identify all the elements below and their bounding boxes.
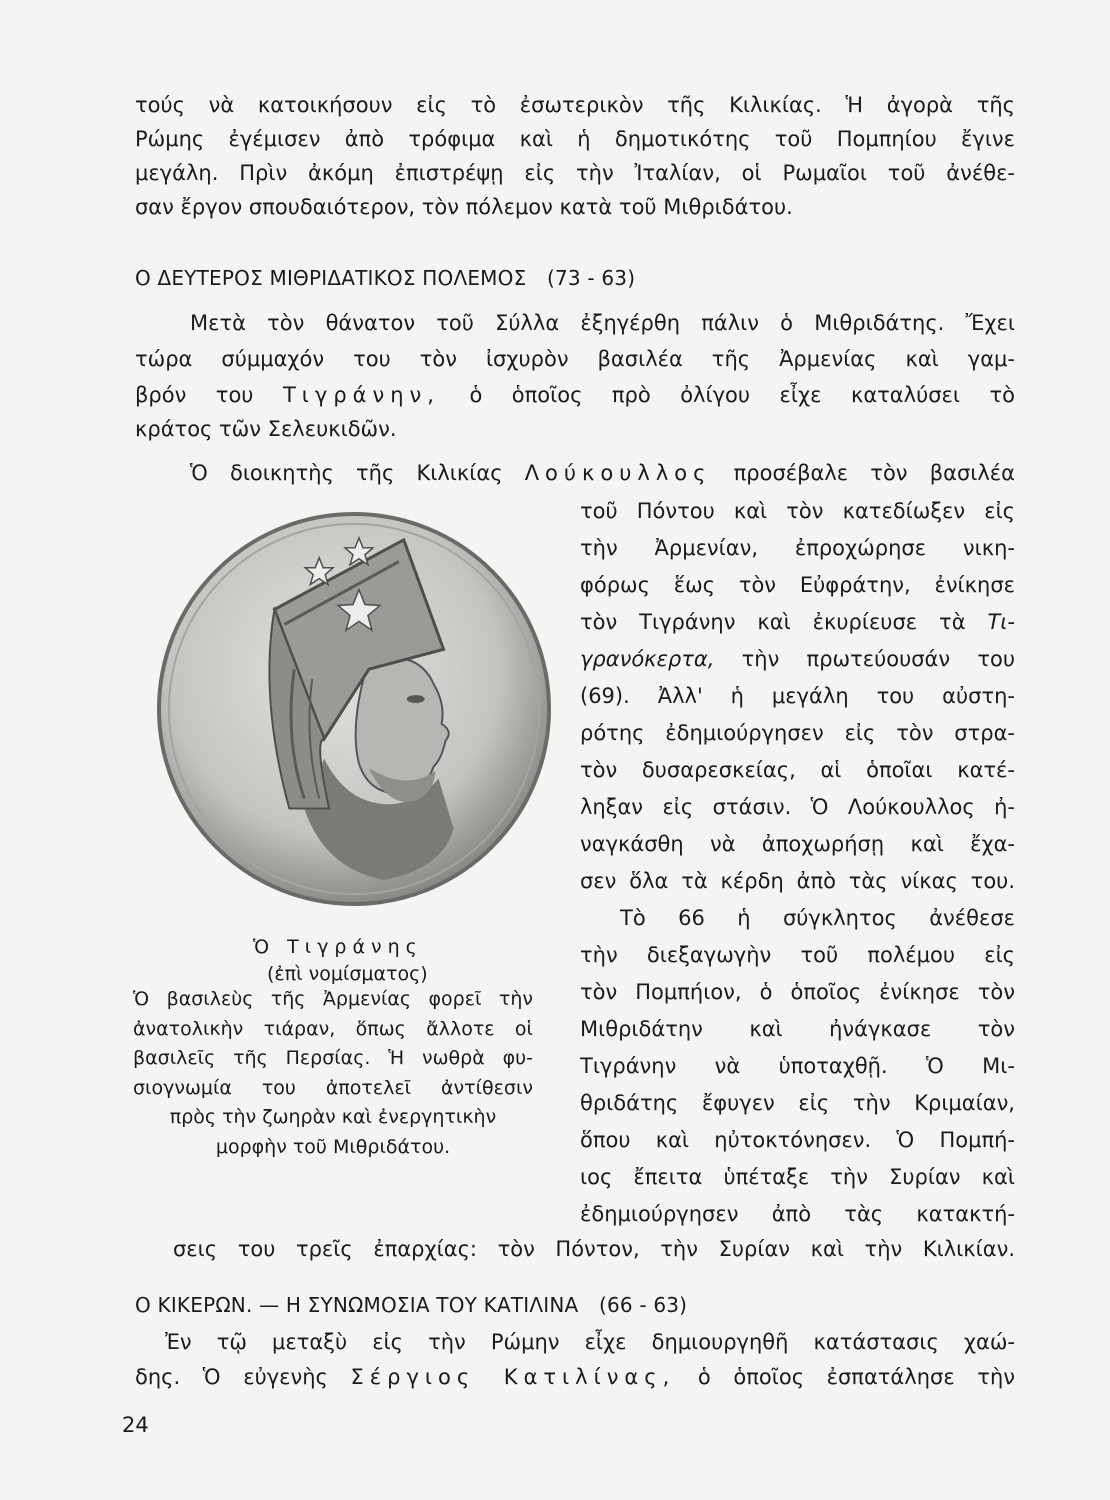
caption-line: Ὁ βασιλεὺς τῆς Ἀρμενίας φορεῖ τὴν — [133, 988, 533, 1010]
text-line: σαν ἔργον σπουδαιότερον, τὸν πόλεμον κατὰ τοῦ Μιθριδάτου. — [135, 195, 793, 219]
italic-span: γρανόκερτα, — [580, 647, 715, 671]
text-span: τὴν πρωτεύουσάν του — [741, 647, 1015, 671]
text-span: Ὁ διοικητὴς τῆς Κιλικίας — [190, 461, 503, 485]
text-line — [135, 1360, 1015, 1394]
text-span: τὸν Τιγράνην καὶ ἐκυρίευσε τὰ — [580, 610, 966, 634]
text-span: προσέβαλε τὸν βασιλέα — [733, 461, 1015, 485]
text-line: θριδάτης ἔφυγεν εἰς τὴν Κριμαίαν, — [580, 1091, 1015, 1115]
text-line: τοῦ Πόντου καὶ τὸν κατεδίωξεν εἰς — [580, 499, 1015, 523]
text-line: Τὸ 66 ἡ σύγκλητος ἀνέθεσε — [620, 906, 1015, 930]
text-line: ρότης ἐδημιούργησεν εἰς τὸν στρα- — [580, 721, 1015, 745]
text-line: Μιθριδάτην καὶ ἠνάγκασε τὸν — [580, 1017, 1015, 1041]
text-line: ὅπου καὶ ηὐτοκτόνησεν. Ὁ Πομπή- — [580, 1128, 1015, 1152]
text-line: τὴν Ἀρμενίαν, ἐπροχώρησε νικη- — [580, 536, 1015, 560]
caption-text — [133, 985, 533, 1162]
text-line: τούς νὰ κατοικήσουν εἰς τὸ ἐσωτερικὸν τῆς Κιλικίας. Ἡ ἀγορὰ τῆς — [135, 93, 1015, 117]
italic-span: Τι- — [987, 610, 1015, 634]
text-line: τὴν διεξαγωγὴν τοῦ πολέμου εἰς — [580, 943, 1015, 967]
spaced-name: Σέργιος Κατιλίνας, — [350, 1365, 676, 1389]
caption-line: ἀνατολικὴν τιάραν, ὅπως ἄλλοτε οἱ — [133, 1017, 533, 1040]
text-line: σεν ὅλα τὰ κέρδη ἀπὸ τὰς νίκας του. — [580, 869, 1015, 893]
text-line: τὸν Πομπήιον, ὁ ὁποῖος ἐνίκησε τὸν — [580, 980, 1015, 1004]
text-line: ληξαν εἰς στάσιν. Ὁ Λούκουλλος ἠ- — [580, 795, 1015, 819]
caption-line: σιογνωμία του ἀποτελεῖ ἀντίθεσιν — [133, 1076, 533, 1099]
section-heading — [135, 1290, 687, 1320]
section-heading — [135, 263, 635, 293]
caption-line: πρὸς τὴν ζωηρὰν καὶ ἐνεργητικὴν — [169, 1106, 497, 1128]
text-line: Ἐν τῷ μεταξὺ εἰς τὴν Ρώμην εἶχε δημιουργηθῆ κατάστασις χαώ- — [165, 1330, 1015, 1354]
text-line: τὸν δυσαρεσκείας, αἱ ὁποῖαι κατέ- — [580, 758, 1015, 782]
heading-dates: (66 - 63) — [598, 1293, 688, 1317]
text-line: ιος ἔπειτα ὑπέταξε τὴν Συρίαν καὶ — [580, 1165, 1015, 1189]
caption-subtitle: (ἐπὶ νομίσματος) — [267, 963, 428, 985]
heading-dates: (73 - 63) — [546, 266, 636, 290]
heading-title: Ο ΔΕΥΤΕΡΟΣ ΜΙΘΡΙΔΑΤΙΚΟΣ ΠΟΛΕΜΟΣ — [135, 266, 527, 290]
text-line: φόρως ἕως τὸν Εὐφράτην, ἐνίκησε — [580, 573, 1015, 597]
text-line: Μετὰ τὸν θάνατον τοῦ Σύλλα ἐξηγέρθη πάλιν ὁ Μιθριδάτης. Ἔχει — [190, 311, 1015, 335]
text-line: ἐδημιούργησεν ἀπὸ τὰς κατακτή- — [580, 1202, 1015, 1226]
text-line — [190, 456, 1015, 490]
text-line: Τιγράνην νὰ ὑποταχθῇ. Ὁ Μι- — [580, 1054, 1015, 1078]
text-line: τώρα σύμμαχόν του τὸν ἰσχυρὸν βασιλέα τῆς Ἀρμενίας καὶ γαμ- — [135, 347, 1015, 371]
text-span: ὁ ὁποῖος πρὸ ὀλίγου εἶχε καταλύσει τὸ — [469, 383, 1015, 407]
text-line: Ρώμης ἐγέμισεν ἀπὸ τρόφιμα καὶ ἡ δημοτικότης τοῦ Πομπηίου ἔγινε — [135, 127, 1015, 151]
text-span: δης. Ὁ εὐγενὴς — [135, 1365, 328, 1389]
spaced-name: Λούκουλλος — [524, 461, 712, 485]
text-line: ναγκάσθη νὰ ἀποχωρήσῃ καὶ ἔχα- — [580, 832, 1015, 856]
text-line — [580, 605, 1015, 639]
heading-title: Ο ΚΙΚΕΡΩΝ. — Η ΣΥΝΩΜΟΣΙΑ ΤΟΥ ΚΑΤΙΛΙΝΑ — [135, 1293, 579, 1317]
caption-title-text: Ὁ Τιγράνης — [253, 936, 423, 958]
text-span: ὁ ὁποῖος ἐσπατάλησε τὴν — [697, 1365, 1015, 1389]
text-span: βρόν του — [135, 383, 254, 407]
caption-line: βασιλεῖς τῆς Περσίας. Ἡ νωθρὰ φυ- — [133, 1047, 533, 1069]
text-line — [580, 642, 1015, 676]
spaced-name: Τιγράνην, — [282, 383, 440, 407]
caption-title — [253, 933, 423, 961]
text-line: μεγάλη. Πρὶν ἀκόμη ἐπιστρέψῃ εἰς τὴν Ἰταλίαν, οἱ Ρωμαῖοι τοῦ ἀνέθε- — [135, 161, 1015, 185]
caption-line: μορφὴν τοῦ Μιθριδάτου. — [215, 1135, 451, 1158]
text-line — [135, 378, 1015, 412]
text-line: κράτος τῶν Σελευκιδῶν. — [135, 417, 397, 441]
tigranes-coin-image — [155, 510, 553, 908]
text-line: σεις του τρεῖς ἐπαρχίας: τὸν Πόντον, τὴν Συρίαν καὶ τὴν Κιλικίαν. — [173, 1237, 1015, 1261]
page-number: 24 — [122, 1413, 149, 1437]
text-line: (69). Ἀλλ' ἡ μεγάλη του αὐστη- — [580, 684, 1015, 708]
